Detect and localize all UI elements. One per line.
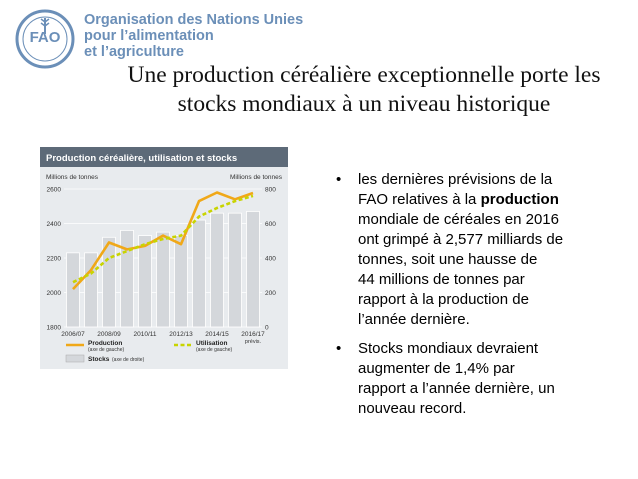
bullet-item bbox=[336, 339, 626, 419]
legend-stocks-swatch bbox=[66, 355, 84, 362]
forecast-note: prévis. bbox=[244, 339, 262, 345]
x-tick-label: 2010/11 bbox=[133, 331, 157, 338]
stocks-bar bbox=[247, 211, 260, 327]
bullet-symbol: • bbox=[336, 171, 342, 188]
stocks-bar bbox=[67, 253, 80, 327]
right-tick-label: 200 bbox=[265, 290, 276, 297]
right-tick-label: 0 bbox=[265, 324, 269, 332]
legend-stocks-note: (axe de droite) bbox=[112, 357, 145, 363]
left-tick-label: 2600 bbox=[46, 186, 61, 194]
bullet-text: les dernières prévisions de la FAO relatives à la bbox=[358, 171, 553, 208]
x-tick-label: 2016/17 bbox=[241, 331, 265, 338]
left-tick-label: 2400 bbox=[46, 221, 61, 228]
cereal-chart bbox=[40, 147, 288, 369]
right-tick-label: 400 bbox=[265, 255, 276, 263]
right-tick-label: 600 bbox=[265, 221, 276, 228]
stocks-bar bbox=[175, 236, 188, 327]
stocks-bar bbox=[229, 213, 242, 327]
right-tick-label: 800 bbox=[265, 186, 276, 194]
x-tick-label: 2008/09 bbox=[97, 331, 121, 338]
bullet-text: Stocks mondiaux devraient augmenter de 1,4% par rapport a l’année dernière, un nouveau record. bbox=[358, 340, 555, 417]
left-axis-label: Millions de tonnes bbox=[46, 174, 99, 181]
fao-logo bbox=[14, 8, 76, 70]
bullet-bold-text: production bbox=[480, 191, 559, 208]
x-tick-label: 2014/15 bbox=[205, 331, 229, 338]
bullet-list bbox=[336, 170, 626, 428]
right-axis-label: Millions de tonnes bbox=[229, 174, 282, 181]
org-name-line: et l’agriculture bbox=[84, 44, 184, 60]
stocks-bar bbox=[157, 232, 170, 327]
stocks-bar bbox=[193, 220, 206, 327]
legend-production-label: Production bbox=[88, 340, 123, 347]
slide-title: Une production céréalière exceptionnelle porte les stocks mondiaux à un niveau historique bbox=[127, 62, 601, 117]
left-tick-label: 2200 bbox=[46, 255, 61, 263]
left-tick-label: 2000 bbox=[46, 290, 61, 297]
legend-utilisation-note: (axe de gauche) bbox=[196, 347, 233, 353]
chart-title: Production céréalière, utilisation et stocks bbox=[46, 153, 238, 164]
legend-utilisation-label: Utilisation bbox=[196, 340, 228, 347]
bullet-item bbox=[336, 170, 626, 330]
org-name bbox=[84, 12, 303, 60]
stocks-bar bbox=[121, 230, 134, 327]
legend-stocks-label: Stocks bbox=[88, 356, 110, 363]
left-tick-label: 1800 bbox=[46, 324, 61, 332]
x-tick-label: 2012/13 bbox=[169, 331, 193, 338]
org-name-line: pour l’alimentation bbox=[84, 28, 214, 44]
stocks-bar bbox=[211, 213, 224, 327]
stocks-bar bbox=[139, 236, 152, 327]
org-name-line: Organisation des Nations Unies bbox=[84, 12, 304, 28]
bullet-symbol: • bbox=[336, 340, 342, 357]
legend-production-note: (axe de gauche) bbox=[88, 347, 125, 353]
x-tick-label: 2006/07 bbox=[61, 331, 85, 338]
bullet-text: mondiale de céréales en 2016 ont grimpé à 2,577 milliards de tonnes, soit une hausse de 44 millions de tonnes par rapport à la production de l’année dernière. bbox=[358, 211, 564, 328]
svg-text:FAO: FAO bbox=[29, 29, 61, 46]
